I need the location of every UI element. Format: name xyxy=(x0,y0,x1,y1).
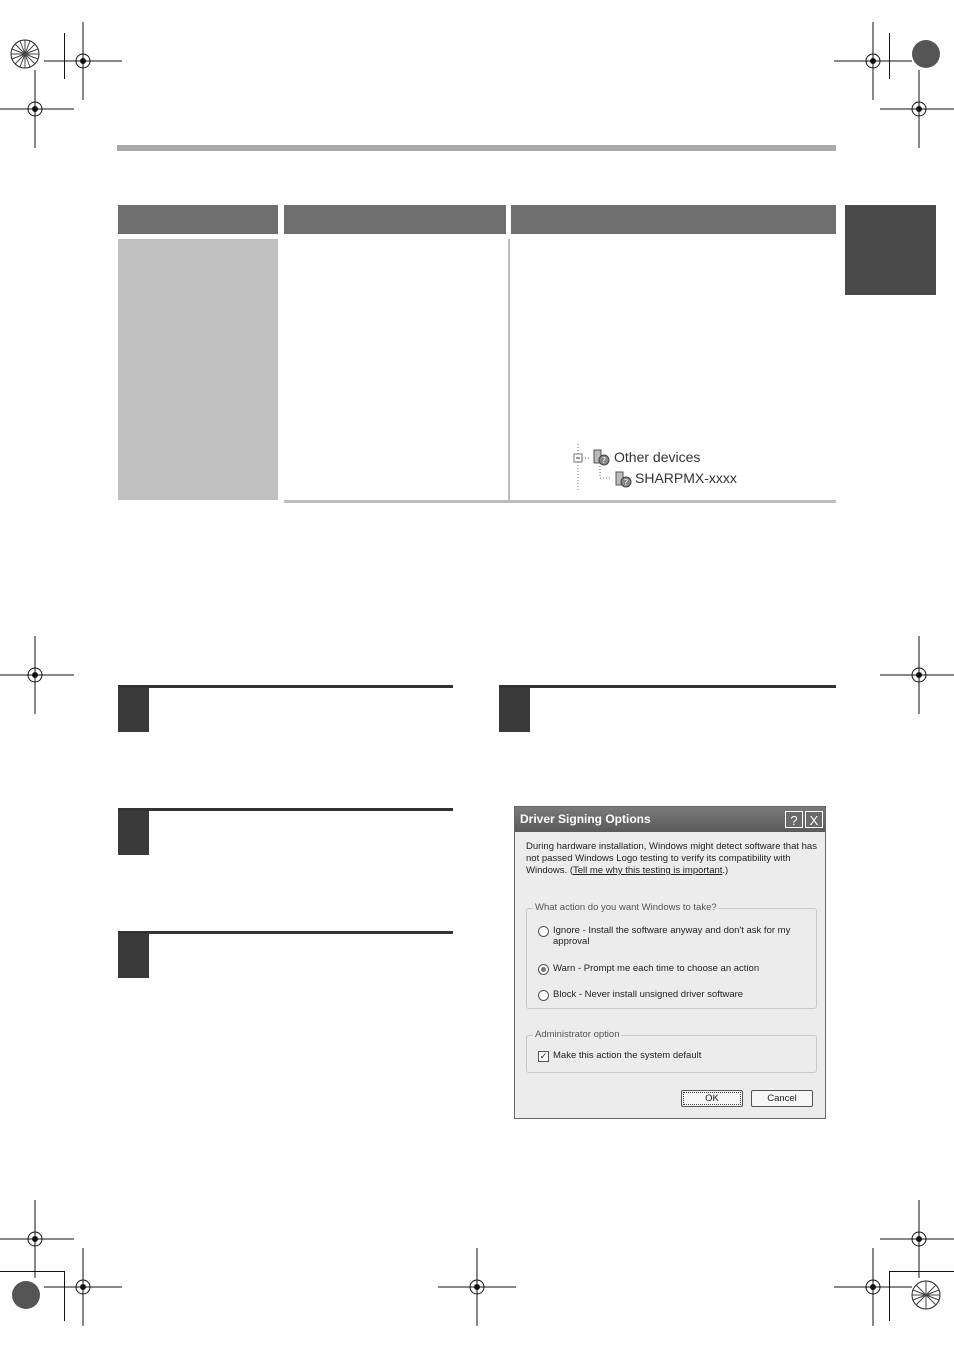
admin-group xyxy=(526,1029,817,1073)
testing-info-link[interactable]: Tell me why this testing is important xyxy=(572,865,723,876)
table-header-cell xyxy=(511,205,836,234)
cancel-button[interactable]: Cancel xyxy=(751,1090,813,1107)
svg-text:?: ? xyxy=(601,456,607,465)
tree-parent-label: Other devices xyxy=(614,449,701,465)
step-number-box xyxy=(118,811,149,855)
ok-button[interactable]: OK xyxy=(681,1090,743,1107)
table-header-cell xyxy=(118,205,278,234)
close-button[interactable]: X xyxy=(805,811,823,828)
radio-label: Warn - Prompt me each time to choose an action xyxy=(553,963,760,974)
dialog-title-bar xyxy=(515,807,825,832)
crop-line xyxy=(889,1271,890,1321)
step-rule xyxy=(118,808,453,811)
radio-label: Ignore - Install the software anyway and don't ask for my approval xyxy=(553,925,791,947)
description-end: .) xyxy=(722,865,729,876)
unknown-device-icon xyxy=(592,448,610,469)
action-group xyxy=(526,902,817,1009)
crop-line xyxy=(890,1271,954,1272)
row-rule xyxy=(284,500,836,503)
column-divider xyxy=(508,239,510,501)
crop-line xyxy=(64,33,65,79)
crosshair-mark xyxy=(834,1248,912,1326)
table-row-header-cell xyxy=(118,239,278,500)
header-rule xyxy=(117,145,836,151)
crosshair-mark xyxy=(438,1248,516,1326)
step-number-box xyxy=(118,934,149,978)
dialog-description xyxy=(526,841,818,877)
crosshair-mark xyxy=(880,70,954,148)
crosshair-mark xyxy=(880,636,954,714)
radio-warn[interactable] xyxy=(538,964,808,976)
unknown-device-icon xyxy=(614,470,632,491)
admin-group-legend: Administrator option xyxy=(535,1029,620,1040)
radio-button[interactable] xyxy=(538,990,549,1001)
help-button[interactable]: ? xyxy=(785,811,803,828)
radio-block[interactable] xyxy=(538,990,808,1002)
tree-child-label: SHARPMX-xxxx xyxy=(635,470,737,486)
system-default-checkbox[interactable]: ✓ xyxy=(539,1051,548,1061)
checkbox-label: Make this action the system default xyxy=(553,1050,702,1061)
table-header-cell xyxy=(284,205,506,234)
step-rule xyxy=(118,685,453,688)
crosshair-mark xyxy=(0,636,74,714)
step-number-box xyxy=(118,688,149,732)
crop-line xyxy=(889,33,890,79)
crop-line xyxy=(0,1271,64,1272)
step-rule xyxy=(118,931,453,934)
action-group-legend: What action do you want Windows to take? xyxy=(535,902,717,913)
dialog-title: Driver Signing Options xyxy=(520,812,651,826)
radio-label: Block - Never install unsigned driver software xyxy=(553,989,744,1000)
radio-button-selected[interactable] xyxy=(538,964,549,975)
description-text: During hardware installation, Windows might detect software that has not passed Windows Logo testing to verify its compatibility with Windows. ( xyxy=(526,841,817,876)
step-number-box xyxy=(499,688,530,732)
radio-button[interactable] xyxy=(538,926,549,937)
step-rule xyxy=(499,685,836,688)
crosshair-mark xyxy=(44,1248,122,1326)
svg-text:?: ? xyxy=(623,478,629,487)
radio-ignore[interactable] xyxy=(538,926,808,950)
device-tree xyxy=(566,444,766,492)
crosshair-mark xyxy=(0,70,74,148)
chapter-side-tab xyxy=(845,205,936,295)
crop-line xyxy=(64,1271,65,1321)
driver-signing-dialog xyxy=(514,806,826,1119)
